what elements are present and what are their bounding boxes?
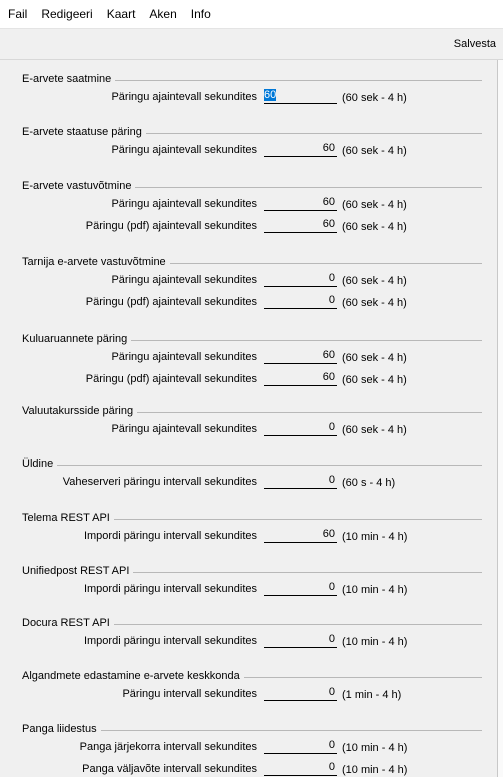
interval-input[interactable]: 60 xyxy=(264,196,337,211)
interval-input[interactable]: 0 xyxy=(264,761,337,776)
interval-input[interactable]: 60 xyxy=(264,528,337,543)
range-hint: (60 s - 4 h) xyxy=(342,477,396,489)
section-initial-data-transfer xyxy=(22,670,482,705)
section-title: Kuluaruannete päring xyxy=(22,333,131,346)
interval-input[interactable]: 0 xyxy=(264,739,337,754)
interval-input[interactable]: 0 xyxy=(264,581,337,596)
menu-file[interactable]: Fail xyxy=(8,7,28,21)
section-header xyxy=(22,670,482,683)
section-header xyxy=(22,565,482,578)
section-title: Algandmete edastamine e-arvete keskkonda xyxy=(22,670,244,683)
range-hint: (60 sek - 4 h) xyxy=(342,92,407,104)
toolbar xyxy=(0,28,503,60)
interval-input[interactable]: 0 xyxy=(264,272,337,287)
setting-row xyxy=(22,193,482,215)
section-header xyxy=(22,723,482,736)
section-bank-integration xyxy=(22,723,482,777)
setting-row xyxy=(22,346,482,368)
section-currency-rates xyxy=(22,405,482,440)
save-button[interactable]: Salvesta xyxy=(453,38,496,50)
section-e-invoice-status xyxy=(22,126,482,161)
range-hint: (60 sek - 4 h) xyxy=(342,297,407,309)
section-header xyxy=(22,617,482,630)
menu-edit[interactable]: Redigeeri xyxy=(41,7,93,21)
interval-input[interactable]: 0 xyxy=(264,633,337,648)
range-hint: (60 sek - 4 h) xyxy=(342,221,407,233)
setting-row xyxy=(22,215,482,237)
setting-row xyxy=(22,418,482,440)
section-title: E-arvete vastuvõtmine xyxy=(22,180,135,193)
setting-label: Päringu ajaintevall sekundites xyxy=(111,351,257,363)
setting-row xyxy=(22,630,482,652)
setting-row xyxy=(22,758,482,777)
menu-window[interactable]: Aken xyxy=(149,7,177,21)
section-header xyxy=(22,180,482,193)
settings-panel xyxy=(0,60,498,777)
setting-row xyxy=(22,139,482,161)
setting-label: Päringu ajaintevall sekundites xyxy=(111,144,257,156)
setting-row xyxy=(22,578,482,600)
section-title: Docura REST API xyxy=(22,617,114,630)
setting-label: Päringu (pdf) ajaintevall sekundites xyxy=(85,220,257,232)
range-hint: (60 sek - 4 h) xyxy=(342,275,407,287)
section-title: E-arvete staatuse päring xyxy=(22,126,146,139)
interval-input[interactable]: 60 xyxy=(264,218,337,233)
range-hint: (10 min - 4 h) xyxy=(342,742,408,754)
section-header xyxy=(22,256,482,269)
menu-info[interactable]: Info xyxy=(190,7,211,21)
setting-label: Päringu (pdf) ajaintevall sekundites xyxy=(85,296,257,308)
interval-input[interactable]: 0 xyxy=(264,686,337,701)
range-hint: (60 sek - 4 h) xyxy=(342,145,407,157)
setting-row xyxy=(22,368,482,390)
setting-row xyxy=(22,525,482,547)
setting-label: Päringu intervall sekundites xyxy=(122,688,257,700)
range-hint: (10 min - 4 h) xyxy=(342,584,408,596)
menu-map[interactable]: Kaart xyxy=(106,7,136,21)
setting-label: Impordi päringu intervall sekundites xyxy=(83,583,257,595)
interval-input[interactable]: 0 xyxy=(264,421,337,436)
range-hint: (10 min - 4 h) xyxy=(342,636,408,648)
setting-label: Panga väljavõte intervall sekundites xyxy=(82,763,257,775)
range-hint: (10 min - 4 h) xyxy=(342,764,408,776)
range-hint: (60 sek - 4 h) xyxy=(342,199,407,211)
section-header xyxy=(22,126,482,139)
section-telema-rest-api xyxy=(22,512,482,547)
range-hint: (60 sek - 4 h) xyxy=(342,424,407,436)
setting-row xyxy=(22,86,482,108)
setting-row xyxy=(22,471,482,493)
interval-input[interactable]: 60 xyxy=(264,371,337,386)
section-unifiedpost-rest-api xyxy=(22,565,482,600)
setting-label: Päringu ajaintevall sekundites xyxy=(111,91,257,103)
setting-label: Päringu ajaintevall sekundites xyxy=(111,198,257,210)
section-header xyxy=(22,333,482,346)
setting-row xyxy=(22,291,482,313)
section-header xyxy=(22,458,482,471)
section-title: Üldine xyxy=(22,458,57,471)
section-supplier-e-invoice xyxy=(22,256,482,313)
setting-label: Impordi päringu intervall sekundites xyxy=(83,635,257,647)
section-title: Panga liidestus xyxy=(22,723,101,736)
setting-label: Päringu (pdf) ajaintevall sekundites xyxy=(85,373,257,385)
section-header xyxy=(22,512,482,525)
section-e-invoice-receiving xyxy=(22,180,482,237)
scrollbar[interactable] xyxy=(498,60,503,777)
selected-text: 60 xyxy=(264,89,277,101)
setting-row xyxy=(22,736,482,758)
section-general xyxy=(22,458,482,493)
section-header xyxy=(22,73,482,86)
interval-input[interactable]: 60 xyxy=(264,142,337,157)
section-title: Tarnija e-arvete vastuvõtmine xyxy=(22,256,170,269)
interval-input[interactable]: 0 xyxy=(264,474,337,489)
setting-row xyxy=(22,683,482,705)
section-title: Telema REST API xyxy=(22,512,114,525)
range-hint: (10 min - 4 h) xyxy=(342,531,408,543)
interval-input[interactable]: 60 xyxy=(264,349,337,364)
setting-label: Päringu ajaintevall sekundites xyxy=(111,274,257,286)
menu-bar xyxy=(0,0,503,28)
setting-label: Vaheserveri päringu intervall sekundites xyxy=(62,476,257,488)
setting-label: Panga järjekorra intervall sekundites xyxy=(79,741,257,753)
section-e-invoice-sending xyxy=(22,73,482,108)
range-hint: (1 min - 4 h) xyxy=(342,689,402,701)
section-header xyxy=(22,405,482,418)
section-title: Unifiedpost REST API xyxy=(22,565,133,578)
interval-input[interactable]: 0 xyxy=(264,294,337,309)
setting-label: Impordi päringu intervall sekundites xyxy=(83,530,257,542)
setting-row xyxy=(22,269,482,291)
section-expense-reports xyxy=(22,333,482,390)
section-divider xyxy=(22,465,482,466)
section-title: E-arvete saatmine xyxy=(22,73,115,86)
section-title: Valuutakursside päring xyxy=(22,405,137,418)
range-hint: (60 sek - 4 h) xyxy=(342,352,407,364)
setting-label: Päringu ajaintevall sekundites xyxy=(111,423,257,435)
section-docura-rest-api xyxy=(22,617,482,652)
range-hint: (60 sek - 4 h) xyxy=(342,374,407,386)
interval-input[interactable] xyxy=(264,89,337,104)
